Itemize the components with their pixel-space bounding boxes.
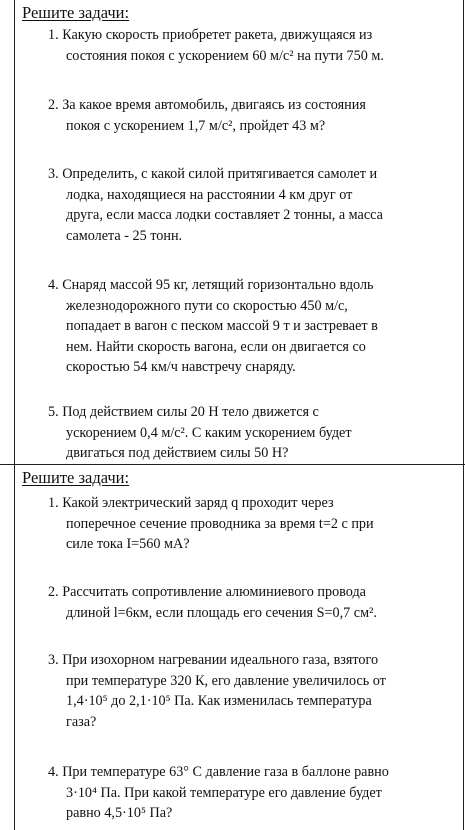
task-line: при температуре 320 К, его давление увеличилось от	[66, 672, 386, 689]
task-line: 1. Какую скорость приобретет ракета, движущаяся из	[48, 27, 373, 43]
table-border-left	[14, 0, 15, 830]
task-line: поперечное сечение проводника за время t=2 с при	[66, 515, 374, 532]
task-line: 4. При температуре 63° С давление газа в баллоне равно	[48, 764, 389, 780]
task-line: 3·10⁴ Па. При какой температуре его давление будет	[66, 784, 382, 801]
section-1-heading: Решите задачи:	[22, 3, 130, 22]
section-1-task-4	[48, 275, 378, 378]
section-2-task-2	[48, 582, 377, 623]
task-line: длиной l=6км, если площадь его сечения S=0,7 см².	[66, 604, 377, 621]
task-line: двигаться под действием силы 50 Н?	[66, 445, 289, 461]
task-line: скоростью 54 км/ч навстречу снаряду.	[66, 359, 296, 375]
task-line: 2. Рассчитать сопротивление алюминиевого провода	[48, 584, 366, 600]
section-1-task-5	[48, 402, 352, 464]
task-line: 3. При изохорном нагревании идеального газа, взятого	[48, 652, 379, 668]
task-line: состояния покоя с ускорением 60 м/с² на пути 750 м.	[66, 47, 384, 64]
section-1-task-2	[48, 95, 366, 136]
section-2-heading: Решите задачи:	[22, 468, 130, 487]
task-line: газа?	[66, 713, 97, 730]
section-1-task-1	[48, 25, 384, 66]
task-line: покоя с ускорением 1,7 м/с², пройдет 43 м?	[66, 117, 326, 134]
task-line: попадает в вагон с песком массой 9 т и застревает в	[66, 318, 378, 334]
task-line: самолета - 25 тонн.	[66, 227, 183, 244]
task-line: друга, если масса лодки составляет 2 тонны, а масса	[66, 207, 383, 223]
task-line: 1. Какой электрический заряд q проходит через	[48, 495, 334, 511]
task-line: силе тока I=560 мА?	[66, 536, 190, 552]
table-border-right	[463, 0, 464, 830]
task-line: железнодорожного пути со скоростью 450 м/с,	[66, 297, 348, 314]
task-line: 1,4·10⁵ до 2,1·10⁵ Па. Как изменилась температура	[66, 693, 372, 709]
task-line: 2. За какое время автомобиль, двигаясь из состояния	[48, 97, 366, 113]
task-line: ускорением 0,4 м/с². С каким ускорением будет	[66, 424, 352, 441]
task-line: 3. Определить, с какой силой притягивается самолет и	[48, 166, 378, 182]
section-1-task-3	[48, 164, 383, 246]
task-line: 4. Снаряд массой 95 кг, летящий горизонтально вдоль	[48, 277, 374, 293]
section-divider	[0, 464, 465, 465]
section-2-task-1	[48, 493, 374, 555]
task-line: нем. Найти скорость вагона, если он двигается со	[66, 338, 366, 355]
task-line: лодка, находящиеся на расстоянии 4 км друг от	[66, 186, 353, 203]
task-line: равно 4,5·10⁵ Па?	[66, 805, 173, 821]
section-2-task-3	[48, 650, 386, 732]
task-line: 5. Под действием силы 20 Н тело движется с	[48, 404, 319, 420]
section-2-task-4	[48, 762, 389, 824]
